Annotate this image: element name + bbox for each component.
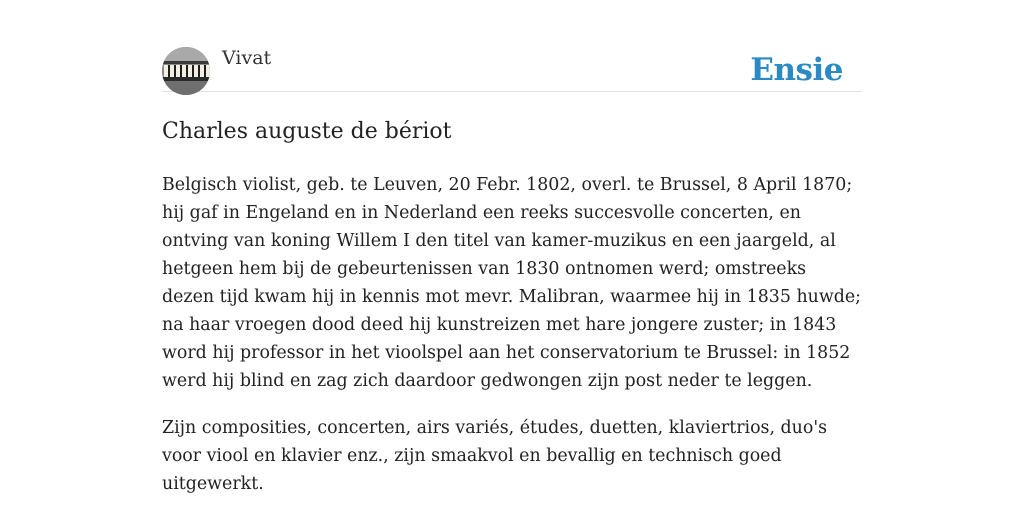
entry-paragraph: Belgisch violist, geb. te Leuven, 20 Febr. 1802, overl. te Brussel, 8 April 1870; hij gaf in Engeland en in Nederland een reeks succesvolle concerten, en ontving van koning Willem I den titel van kamer-muzikus en een jaargeld, al hetgeen hem bij de gebeurtenissen van 1830 ontnomen werd; omstreeks dezen tijd kwam hij in kennis mot mevr. Malibran, waarmee hij in 1835 huwde; na haar vroegen dood deed hij kunstreizen met hare jongere zuster; in 1843 word hij professor in het vioolspel aan het conservatorium te Brussel: in 1852 werd hij blind en zag zich daardoor gedwongen zijn post neder te leggen.	[162, 175, 862, 391]
typewriter-keys-icon	[162, 47, 210, 95]
entry-paragraph: Zijn composities, concerten, airs variés, études, duetten, klaviertrios, duo's voor viool en klavier enz., zijn smaakvol en bevallig en technisch goed uitgewerkt.	[162, 418, 828, 494]
entry-title: Charles auguste de bériot	[162, 119, 452, 144]
author-avatar[interactable]	[162, 47, 210, 95]
brand-logo[interactable]: Ensie	[750, 52, 843, 88]
entry-card	[162, 40, 862, 498]
author-name[interactable]: Vivat	[222, 47, 272, 69]
entry-header	[162, 40, 862, 92]
